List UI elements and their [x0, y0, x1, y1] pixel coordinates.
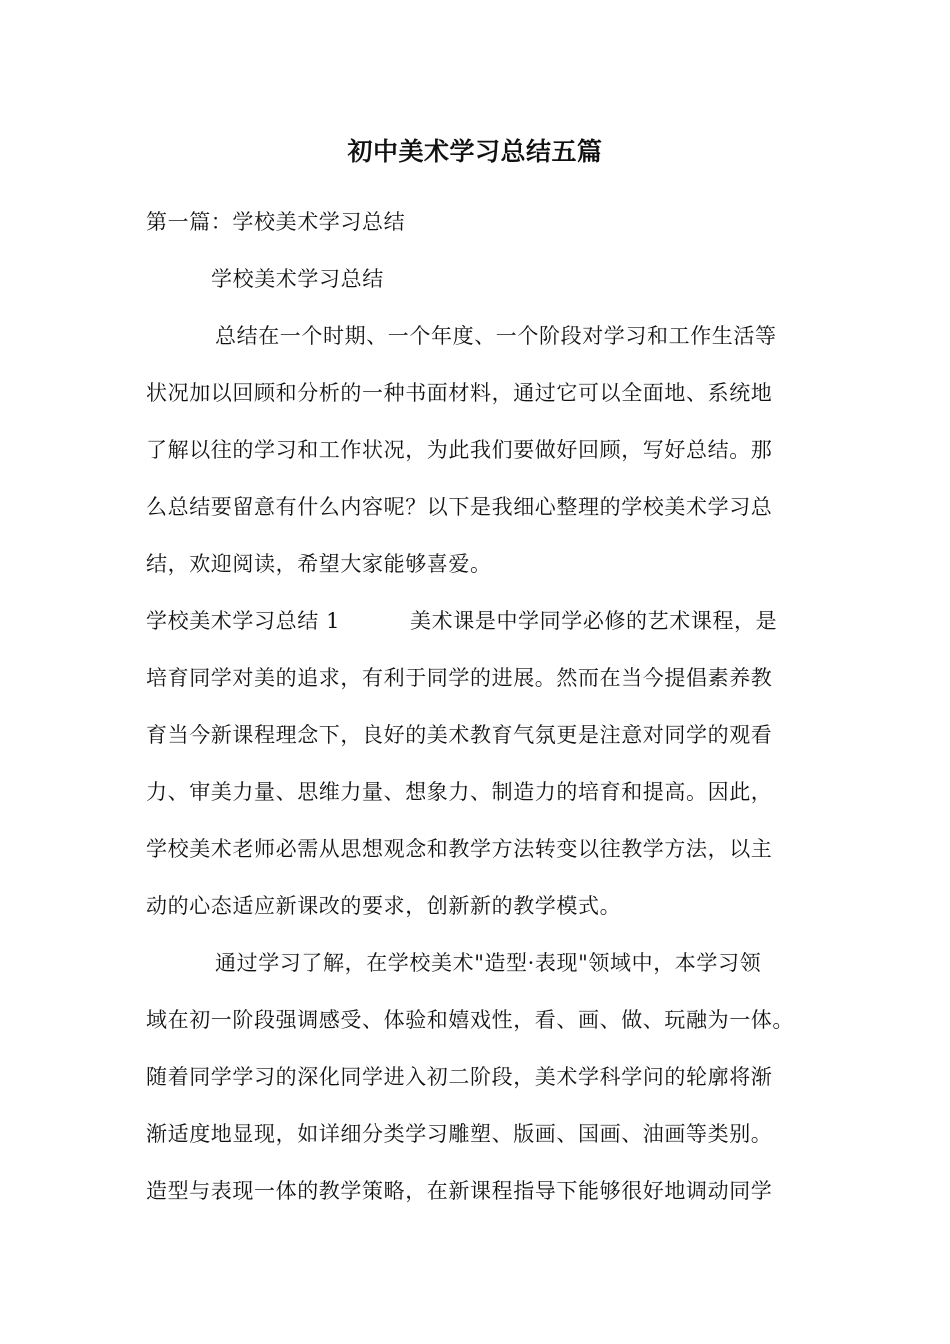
part1-line-3: 力、审美力量、思维力量、想象力、制造力的培育和提高。因此，: [146, 780, 773, 804]
document-title: 初中美术学习总结五篇: [347, 137, 603, 166]
part1-line-4: 学校美术老师必需从思想观念和教学方法转变以往教学方法，以主: [146, 837, 773, 861]
para2-line-3: 随着同学学习的深化同学进入初二阶段，美术学科学问的轮廓将渐: [146, 1065, 773, 1089]
subheading: 学校美术学习总结: [211, 267, 384, 291]
part1-line-2: 育当今新课程理念下，良好的美术教育气氛更是注意对同学的观看: [146, 723, 773, 747]
part1-label: 学校美术学习总结 1: [146, 609, 341, 633]
para2-line-2: 域在初一阶段强调感受、体验和嬉戏性，看、画、做、玩融为一体。: [146, 1008, 794, 1032]
intro-line-5: 结，欢迎阅读，希望大家能够喜爱。: [146, 552, 492, 576]
part1-line-5: 动的心态适应新课改的要求，创新新的教学模式。: [146, 894, 622, 918]
intro-line-2: 状况加以回顾和分析的一种书面材料，通过它可以全面地、系统地: [146, 381, 773, 405]
para2-line-5: 造型与表现一体的教学策略，在新课程指导下能够很好地调动同学: [146, 1179, 773, 1203]
intro-line-3: 了解以往的学习和工作状况，为此我们要做好回顾，写好总结。那: [146, 438, 773, 462]
para2-line-4: 渐适度地显现，如详细分类学习雕塑、版画、国画、油画等类别。: [146, 1122, 773, 1146]
para2-line-1: 通过学习了解，在学校美术"造型·表现"领域中，本学习领: [215, 951, 762, 975]
part1-line-1: 培育同学对美的追求，有利于同学的进展。然而在当今提倡素养教: [146, 666, 773, 690]
part1-heading-line: [146, 606, 777, 636]
intro-line-4: 么总结要留意有什么内容呢？以下是我细心整理的学校美术学习总: [146, 495, 773, 519]
part1-first-line: 美术课是中学同学必修的艺术课程，是: [410, 609, 778, 633]
section-heading: 第一篇：学校美术学习总结: [146, 210, 406, 234]
intro-line-1: 总结在一个时期、一个年度、一个阶段对学习和工作生活等: [215, 324, 777, 348]
